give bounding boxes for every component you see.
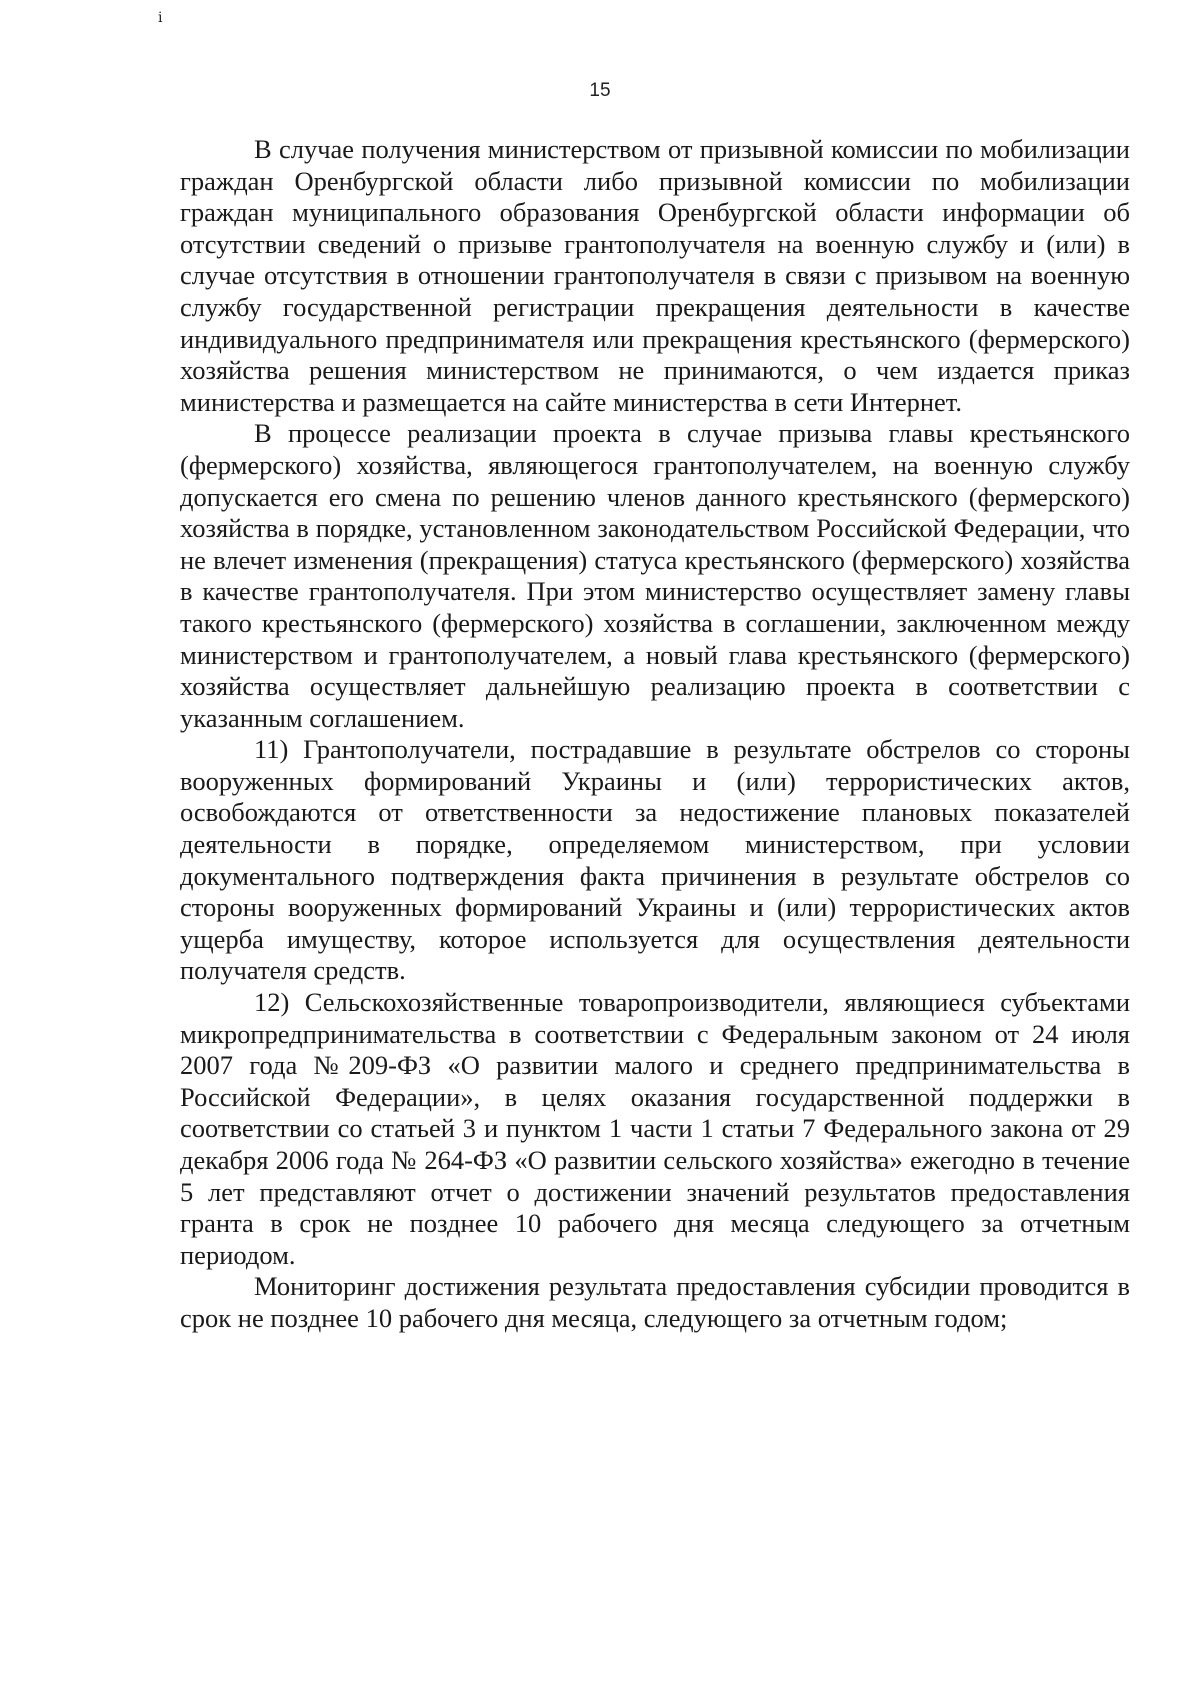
paragraph-mobilization-info: В случае получения министерством от призывной комиссии по мобилизации граждан Оренбургской области либо призывной комиссии по мобилизации граждан муниципального образования Оренбургской области информации об отсутствии сведений о призыве грантополучателя на военную службу и (или) в случае отсутствия в отношении грантополучателя в связи с призывом на военную службу государственной регистрации прекращения деятельности в качестве индивидуального предпринимателя или прекращения крестьянского (фермерского) хозяйства решения министерством не принимаются, о чем издается приказ министерства и размещается на сайте министерства в сети Интернет. bbox=[180, 134, 1130, 417]
paragraph-monitoring: Мониторинг достижения результата предоставления субсидии проводится в срок не позднее 10 рабочего дня месяца, следующего за отчетным годом; bbox=[180, 1271, 1130, 1333]
paragraph-head-replacement: В процессе реализации проекта в случае призыва главы крестьянского (фермерского) хозяйства, являющегося грантополучателем, на военную службу допускается его смена по решению членов данного крестьянского (фермерского) хозяйства в порядке, установленном законодательством Российской Федерации, что не влечет изменения (прекращения) статуса крестьянского (фермерского) хозяйства в качестве грантополучателя. При этом министерство осуществляет замену главы такого крестьянского (фермерского) хозяйства в соглашении, заключенном между министерством и грантополучателем, а новый глава крестьянского (фермерского) хозяйства осуществляет дальнейшую реализацию проекта в соответствии с указанным соглашением. bbox=[180, 418, 1130, 733]
page-number: 15 bbox=[589, 80, 611, 101]
scan-corner-mark: ⅰ bbox=[158, 11, 163, 26]
document-body bbox=[180, 134, 1130, 1335]
paragraph-item-12: 12) Сельскохозяйственные товаропроизводители, являющиеся субъектами микропредпринимательства в соответствии с Федеральным законом от 24 июля 2007 года №209-ФЗ «О развитии малого и среднего предпринимательства в Российской Федерации», в целях оказания государственной поддержки в соответствии со статьей 3 и пунктом 1 части 1 статьи 7 Федерального закона от 29 декабря 2006 года № 264-ФЗ «О развитии сельского хозяйства» ежегодно в течение 5 лет представляют отчет о достижении значений результатов предоставления гранта в срок не позднее 10 рабочего дня месяца следующего за отчетным периодом. bbox=[180, 987, 1130, 1270]
paragraph-item-11: 11) Грантополучатели, пострадавшие в результате обстрелов со стороны вооруженных формирований Украины и (или) террористических актов, освобождаются от ответственности за недостижение плановых показателей деятельности в порядке, определяемом министерством, при условии документального подтверждения факта причинения в результате обстрелов со стороны вооруженных формирований Украины и (или) террористических актов ущерба имуществу, которое используется для осуществления деятельности получателя средств. bbox=[180, 734, 1130, 986]
